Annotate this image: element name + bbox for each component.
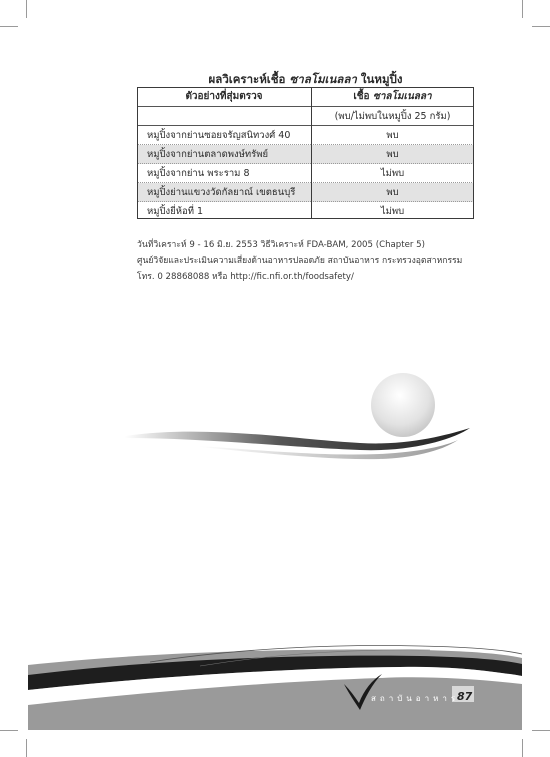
row-result: ไม่พบ — [380, 205, 405, 217]
header-result-organism: ซาลโมเนลลา — [373, 91, 432, 102]
note-contact: โทร. 0 28868088 หรือ http://fic.nfi.or.th/foodsafety/ — [137, 272, 354, 282]
header-sample: ตัวอย่างที่สุ่มตรวจ — [137, 87, 311, 107]
header-result-prefix: เชื้อ — [353, 91, 370, 102]
row-result: พบ — [311, 126, 474, 145]
title-organism: ซาลโมเนลลา — [289, 72, 357, 86]
note-research-center: ศูนย์วิจัยและประเมินความเสี่ยงด้านอาหารปลอดภัย สถาบันอาหาร กระทรวงอุตสาหกรรม — [137, 256, 463, 266]
title-prefix: ผลวิเคราะห์เชื้อ — [208, 72, 286, 86]
title-suffix: ในหมูปิ้ง — [360, 72, 403, 86]
row-sample: หมูปิ้งย่านแขวงวัดกัลยาณ์ เขตธนบุรี — [137, 183, 311, 202]
row-result: พบ — [311, 183, 474, 202]
footer-brand: สถาบันอาหาร — [371, 694, 460, 703]
row-sample: หมูปิ้งจากย่านตลาดพงษ์ทรัพย์ — [137, 145, 311, 164]
sphere-decoration — [371, 373, 435, 437]
row-sample: หมูปิ้งยี่ห้อที่ 1 — [147, 205, 204, 217]
row-sample: หมูปิ้งจากย่าน พระราม 8 — [137, 164, 311, 183]
row-sample: หมูปิ้งจากย่านซอยจรัญสนิทวงศ์ 40 — [137, 126, 311, 145]
page-number: 87 — [457, 690, 473, 703]
row-result: พบ — [311, 145, 474, 164]
note-analysis-date: วันที่วิเคราะห์ 9 - 16 มิ.ย. 2553 วิธีวิเคราะห์ FDA-BAM, 2005 (Chapter 5) — [137, 240, 425, 250]
header-result-unit: (พบ/ไม่พบในหมูปิ้ง 25 กรัม) — [311, 107, 474, 126]
row-result: ไม่พบ — [311, 164, 474, 183]
